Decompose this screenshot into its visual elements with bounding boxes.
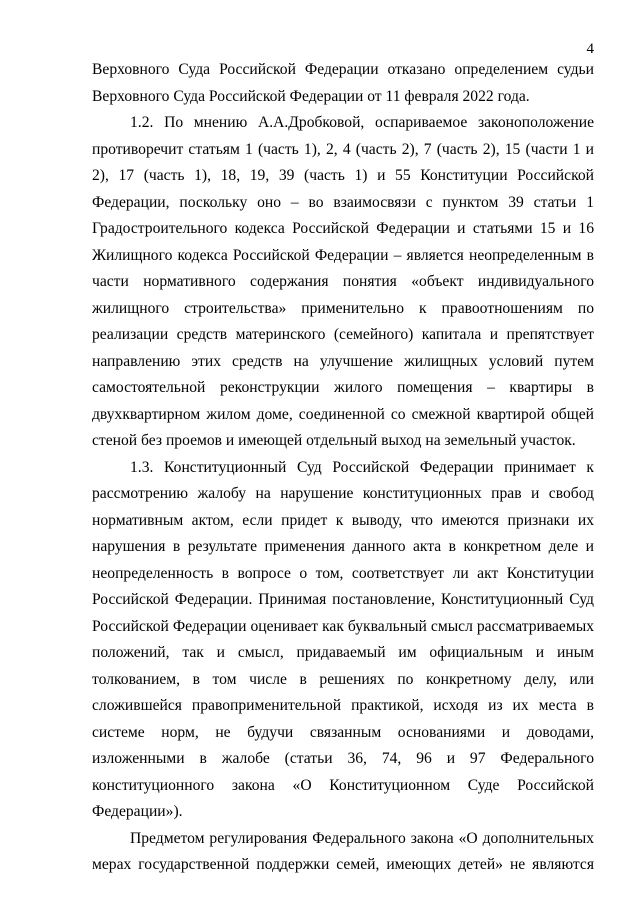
text-line: Российской Федерации. Принимая постановление, Конституционный Суд	[92, 591, 594, 608]
text-line: реализации средств материнского (семейного) капитала и препятствует	[92, 326, 594, 343]
document-body	[92, 57, 594, 879]
page-number: 4	[586, 41, 594, 57]
text-line: системе норм, не будучи связанным основаниями и доводами,	[92, 723, 594, 741]
text-line: Предметом регулирования Федерального закона «О дополнительных	[130, 829, 594, 847]
text-line: сложившейся правоприменительной практикой, исходя из их места в	[92, 697, 594, 714]
text-line: самостоятельной реконструкции жилого помещения – квартиры в	[92, 379, 594, 396]
text-line: нарушения в результате применения данного акта в конкретном деле и	[92, 538, 594, 555]
text-line: жилищного строительства» применительно к правоотношениям по	[92, 299, 594, 317]
text-line: конституционного закона «О Конституционном Суде Российской	[92, 776, 594, 794]
text-line: противоречит статьям 1 (часть 1), 2, 4 (часть 2), 7 (часть 2), 15 (части 1 и	[92, 140, 594, 158]
text-line: стеной без проемов и имеющей отдельный выход на земельный участок.	[92, 432, 576, 449]
text-line: положений, так и смысл, придаваемый им официальным и иным	[92, 644, 594, 661]
text-line: Верховного Суда Российской Федерации от 11 февраля 2022 года.	[92, 87, 530, 105]
text-line: двухквартирном жилом доме, соединенной со смежной квартирой общей	[92, 405, 594, 423]
text-line: 1.3. Конституционный Суд Российской Федерации принимает к	[130, 458, 594, 476]
text-line: Жилищного кодекса Российской Федерации – является неопределенным в	[92, 246, 594, 264]
text-line: неопределенность в вопросе о том, соответствует ли акт Конституции	[92, 564, 594, 582]
text-line: Верховного Суда Российской Федерации отказано определением судьи	[92, 61, 594, 78]
text-line: изложенными в жалобе (статьи 36, 74, 96 и 97 Федерального	[92, 750, 594, 767]
text-line: 1.2. По мнению А.А.Дробковой, оспариваемое законоположение	[130, 114, 594, 131]
text-line: Градостроительного кодекса Российской Федерации и статьями 15 и 16	[92, 220, 594, 237]
text-line: мерах государственной поддержки семей, имеющих детей» не являются	[92, 856, 594, 873]
text-line: Федерации»).	[92, 803, 183, 820]
text-line: части нормативного содержания понятия «объект индивидуального	[92, 273, 594, 290]
text-line: рассмотрению жалобу на нарушение конституционных прав и свобод	[92, 485, 594, 502]
text-line: толкованием, в том числе в решениях по конкретному делу, или	[92, 670, 594, 688]
text-line: Федерации, поскольку оно – во взаимосвязи с пунктом 39 статьи 1	[92, 193, 594, 211]
text-line: 2), 17 (часть 1), 18, 19, 39 (часть 1) и 55 Конституции Российской	[92, 167, 594, 184]
text-line: направлению этих средств на улучшение жилищных условий путем	[92, 352, 594, 370]
text-line: Российской Федерации оценивает как буквальный смысл рассматриваемых	[92, 617, 594, 635]
text-line: нормативным актом, если придет к выводу, что имеются признаки их	[92, 511, 594, 529]
